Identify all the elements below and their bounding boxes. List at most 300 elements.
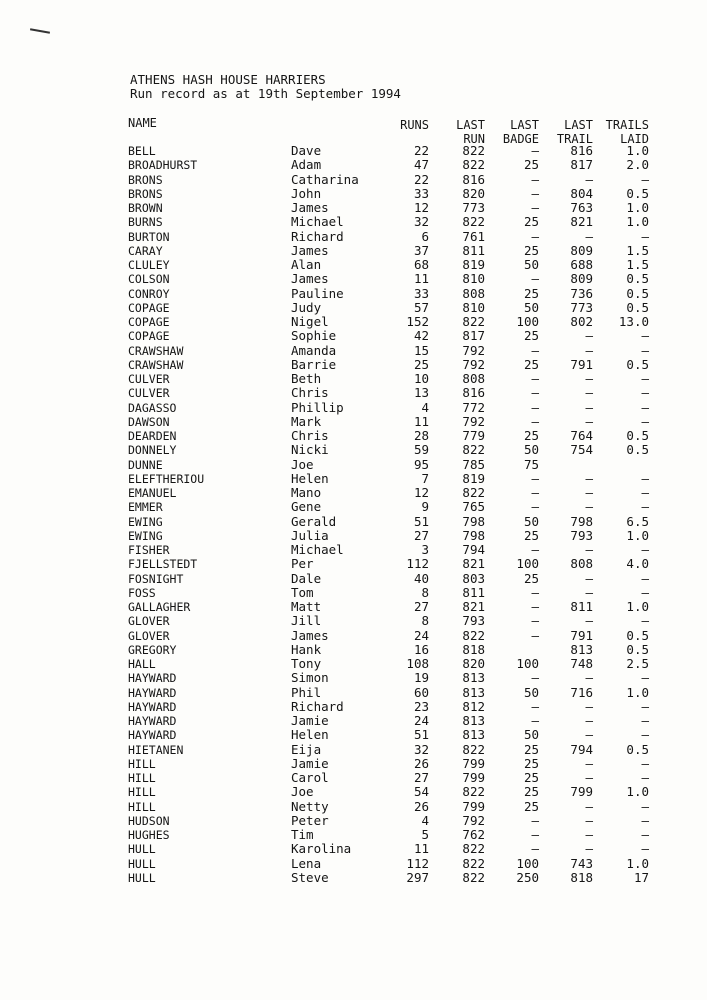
last-run-cell: 820 [462, 656, 485, 671]
last-trail-cell: 688 [570, 257, 593, 272]
first-name-cell: Steve [291, 869, 329, 885]
last-trail-cell: – [585, 542, 593, 557]
last-trail-cell: – [585, 827, 593, 842]
trails-laid-cell: 1.0 [626, 200, 649, 215]
last-trail-cell: – [585, 812, 593, 828]
last-badge-cell: – [531, 399, 539, 415]
first-name-cell: Richard [291, 228, 344, 244]
first-name-cell: Amanda [291, 342, 337, 358]
surname-cell: HILL [128, 771, 156, 785]
runs-cell: 57 [413, 299, 429, 315]
table-row [0, 358, 707, 372]
runs-cell: 32 [413, 214, 429, 230]
surname-cell: FOSNIGHT [128, 571, 184, 586]
last-trail-cell: – [585, 713, 593, 728]
surname-cell: GLOVER [128, 614, 170, 629]
trails-laid-cell: 0.5 [626, 271, 649, 287]
table-row [0, 828, 707, 842]
last-run-cell: 822 [462, 741, 485, 757]
last-run-cell: 819 [462, 257, 485, 272]
table-row [0, 401, 707, 415]
runs-cell: 12 [413, 200, 429, 215]
trails-laid-cell: – [641, 485, 649, 500]
trails-laid-cell: 0.5 [626, 299, 649, 315]
surname-cell: EWING [128, 514, 163, 529]
first-name-cell: Dave [291, 143, 322, 158]
table-row [0, 515, 707, 529]
last-run-cell: 816 [462, 171, 485, 187]
first-name-cell: James [291, 242, 329, 258]
last-run-cell: 798 [462, 513, 485, 529]
trails-laid-cell: 1.0 [626, 599, 649, 614]
surname-cell: HULL [128, 842, 156, 857]
last-badge-cell: 100 [516, 314, 539, 329]
first-name-cell: Mark [291, 413, 322, 429]
table-row [0, 529, 707, 543]
last-trail-cell: 794 [570, 741, 593, 757]
last-trail-cell: – [585, 328, 593, 344]
last-run-cell: 816 [462, 385, 485, 401]
surname-cell: BURTON [128, 229, 170, 244]
last-badge-cell: – [531, 713, 539, 728]
last-run-cell: 810 [462, 299, 485, 315]
last-badge-cell: – [531, 670, 539, 686]
runs-cell: 24 [413, 627, 429, 643]
last-trail-cell: 763 [570, 200, 593, 215]
trails-laid-cell: – [641, 399, 649, 415]
last-run-cell: 799 [462, 755, 485, 771]
surname-cell: COPAGE [128, 300, 170, 315]
last-run-cell: 822 [462, 314, 485, 329]
last-badge-cell: 100 [516, 855, 539, 871]
table-row [0, 329, 707, 343]
last-run-cell: 793 [462, 613, 485, 629]
runs-cell: 3 [421, 542, 429, 557]
runs-cell: 28 [413, 428, 429, 443]
last-run-cell: 821 [462, 599, 485, 614]
table-row [0, 785, 707, 799]
runs-cell: 33 [413, 185, 429, 201]
last-run-cell: 822 [462, 157, 485, 173]
first-name-cell: Jamie [291, 713, 329, 728]
column-header-trails-laid: TRAILS LAID [605, 118, 649, 146]
last-badge-cell: – [531, 271, 539, 287]
surname-cell: ELEFTHERIOU [128, 471, 205, 486]
trails-laid-cell: – [641, 812, 649, 828]
last-trail-cell: – [585, 399, 593, 415]
trails-laid-cell: – [641, 499, 649, 515]
table-row [0, 230, 707, 244]
first-name-cell: Barrie [291, 356, 337, 372]
last-run-cell: 812 [462, 698, 485, 714]
first-name-cell: James [291, 627, 329, 643]
trails-laid-cell: – [641, 328, 649, 344]
table-row [0, 415, 707, 429]
trails-laid-cell: – [641, 228, 649, 244]
last-badge-cell: – [531, 385, 539, 401]
last-trail-cell: 816 [570, 143, 593, 158]
last-trail-cell: 811 [570, 599, 593, 614]
last-trail-cell: – [585, 798, 593, 814]
last-run-cell: 813 [462, 684, 485, 700]
surname-cell: CULVER [128, 386, 170, 401]
trails-laid-cell: 2.5 [626, 656, 649, 671]
table-row [0, 586, 707, 600]
last-run-cell: 808 [462, 371, 485, 386]
first-name-cell: Jill [291, 613, 322, 629]
table-row [0, 372, 707, 386]
trails-laid-cell: – [641, 470, 649, 486]
last-run-cell: 773 [462, 200, 485, 215]
last-badge-cell: 75 [523, 456, 539, 472]
first-name-cell: Karolina [291, 841, 352, 857]
last-run-cell: 803 [462, 570, 485, 586]
runs-cell: 22 [413, 143, 429, 158]
runs-cell: 27 [413, 527, 429, 543]
trails-laid-cell: – [641, 727, 649, 743]
surname-cell: DAWSON [128, 414, 170, 429]
first-name-cell: Mano [291, 485, 322, 500]
surname-cell: GALLAGHER [128, 600, 191, 614]
last-badge-cell: – [531, 698, 539, 714]
table-row [0, 572, 707, 586]
trails-laid-cell: 13.0 [618, 314, 649, 329]
first-name-cell: Chris [291, 385, 329, 401]
last-badge-cell: 50 [523, 442, 539, 458]
last-run-cell: 813 [462, 670, 485, 686]
trails-laid-cell: – [641, 698, 649, 714]
runs-cell: 108 [406, 656, 429, 671]
runs-cell: 33 [413, 285, 429, 301]
last-badge-cell: – [531, 627, 539, 643]
surname-cell: BROWN [128, 201, 163, 215]
trails-laid-cell: 4.0 [626, 556, 649, 572]
surname-cell: BRONS [128, 186, 163, 201]
last-trail-cell: – [585, 499, 593, 515]
first-name-cell: Helen [291, 727, 329, 743]
last-badge-cell: – [531, 371, 539, 386]
last-run-cell: 792 [462, 356, 485, 372]
trails-laid-cell: – [641, 342, 649, 358]
first-name-cell: Alan [291, 257, 322, 272]
last-trail-cell: – [585, 228, 593, 244]
trails-laid-cell: 1.0 [626, 855, 649, 871]
surname-cell: EWING [128, 528, 163, 543]
last-run-cell: 785 [462, 456, 485, 472]
last-run-cell: 821 [462, 556, 485, 572]
table-row [0, 657, 707, 671]
runs-cell: 54 [413, 784, 429, 800]
trails-laid-cell: 0.5 [626, 641, 649, 657]
last-badge-cell: – [531, 613, 539, 629]
surname-cell: FISHER [128, 543, 170, 557]
surname-cell: CONROY [128, 286, 170, 301]
table-row [0, 686, 707, 700]
last-run-cell: 822 [462, 214, 485, 230]
last-trail-cell: 808 [570, 556, 593, 572]
last-run-cell: 811 [462, 242, 485, 258]
last-run-cell: 792 [462, 342, 485, 358]
table-row [0, 543, 707, 557]
last-badge-cell: – [531, 827, 539, 842]
last-trail-cell: – [585, 755, 593, 771]
first-name-cell: Julia [291, 527, 329, 543]
last-trail-cell: 793 [570, 527, 593, 543]
first-name-cell: Chris [291, 428, 329, 443]
last-trail-cell: 791 [570, 627, 593, 643]
surname-cell: BRONS [128, 172, 163, 187]
trails-laid-cell: 0.5 [626, 185, 649, 201]
first-name-cell: Per [291, 556, 314, 572]
last-run-cell: 799 [462, 798, 485, 814]
first-name-cell: Simon [291, 670, 329, 686]
trails-laid-cell: – [641, 827, 649, 842]
table-row [0, 244, 707, 258]
trails-laid-cell: – [641, 570, 649, 586]
last-run-cell: 822 [462, 855, 485, 871]
last-badge-cell: 25 [523, 356, 539, 372]
table-row [0, 743, 707, 757]
trails-laid-cell: – [641, 171, 649, 187]
last-run-cell: 762 [462, 827, 485, 842]
first-name-cell: Phil [291, 684, 322, 700]
last-trail-cell: 809 [570, 242, 593, 258]
last-trail-cell: 773 [570, 299, 593, 315]
runs-cell: 27 [413, 599, 429, 614]
document-subtitle: Run record as at 19th September 1994 [130, 86, 401, 101]
last-badge-cell: 50 [523, 257, 539, 272]
table-row [0, 429, 707, 443]
pen-mark [30, 28, 50, 33]
last-trail-cell: – [585, 371, 593, 386]
trails-laid-cell: 0.5 [626, 741, 649, 757]
surname-cell: HILL [128, 799, 156, 814]
last-trail-cell: – [585, 570, 593, 586]
runs-cell: 47 [413, 157, 429, 173]
surname-cell: CRAWSHAW [128, 357, 184, 372]
last-badge-cell: – [531, 470, 539, 486]
column-header-name: NAME [128, 116, 157, 130]
last-badge-cell: 50 [523, 513, 539, 529]
runs-cell: 24 [413, 713, 429, 728]
table-row [0, 643, 707, 657]
table-row [0, 857, 707, 871]
runs-cell: 27 [413, 770, 429, 785]
last-trail-cell: – [585, 670, 593, 686]
runs-cell: 15 [413, 342, 429, 358]
last-badge-cell: – [531, 542, 539, 557]
last-badge-cell: – [531, 584, 539, 600]
runs-cell: 11 [413, 413, 429, 429]
surname-cell: CULVER [128, 372, 170, 386]
surname-cell: CRAWSHAW [128, 343, 184, 358]
runs-cell: 8 [421, 613, 429, 629]
first-name-cell: Eija [291, 741, 322, 757]
first-name-cell: Nicki [291, 442, 329, 458]
surname-cell: HULL [128, 856, 156, 871]
last-badge-cell: 25 [523, 527, 539, 543]
trails-laid-cell: – [641, 670, 649, 686]
surname-cell: GLOVER [128, 628, 170, 643]
table-row [0, 344, 707, 358]
last-badge-cell: 25 [523, 285, 539, 301]
last-trail-cell: 821 [570, 214, 593, 230]
surname-cell: HAYWARD [128, 685, 177, 700]
runs-cell: 4 [421, 399, 429, 415]
trails-laid-cell: 1.5 [626, 257, 649, 272]
table-row [0, 201, 707, 215]
runs-cell: 4 [421, 812, 429, 828]
runs-cell: 16 [413, 641, 429, 657]
last-badge-cell: 100 [516, 656, 539, 671]
first-name-cell: Netty [291, 798, 329, 814]
surname-cell: DAGASSO [128, 400, 177, 415]
trails-laid-cell: 1.0 [626, 214, 649, 230]
trails-laid-cell: 1.0 [626, 143, 649, 158]
first-name-cell: Gene [291, 499, 322, 515]
last-badge-cell: 25 [523, 770, 539, 785]
table-row [0, 158, 707, 172]
trails-laid-cell: 1.0 [626, 684, 649, 700]
last-badge-cell: 25 [523, 214, 539, 230]
trails-laid-cell: 0.5 [626, 285, 649, 301]
trails-laid-cell: 0.5 [626, 442, 649, 458]
surname-cell: HAYWARD [128, 714, 177, 728]
last-trail-cell: 818 [570, 869, 593, 885]
last-badge-cell: 100 [516, 556, 539, 572]
runs-cell: 26 [413, 798, 429, 814]
last-badge-cell: 50 [523, 684, 539, 700]
last-run-cell: 798 [462, 527, 485, 543]
table-row [0, 301, 707, 315]
trails-laid-cell: – [641, 841, 649, 857]
last-run-cell: 772 [462, 399, 485, 415]
last-trail-cell: – [585, 385, 593, 401]
table-row [0, 614, 707, 628]
last-run-cell: 818 [462, 641, 485, 657]
surname-cell: EMANUEL [128, 486, 177, 500]
last-badge-cell: – [531, 499, 539, 515]
first-name-cell: Tony [291, 656, 322, 671]
runs-cell: 13 [413, 385, 429, 401]
table-row [0, 258, 707, 272]
last-badge-cell: – [531, 200, 539, 215]
first-name-cell: Nigel [291, 314, 329, 329]
last-trail-cell: 716 [570, 684, 593, 700]
table-row [0, 728, 707, 742]
trails-laid-cell: 2.0 [626, 157, 649, 173]
first-name-cell: Carol [291, 770, 329, 785]
last-trail-cell: 754 [570, 442, 593, 458]
last-trail-cell: – [585, 727, 593, 743]
surname-cell: COPAGE [128, 329, 170, 344]
surname-cell: BROADHURST [128, 158, 198, 173]
first-name-cell: Adam [291, 157, 322, 173]
last-badge-cell: – [531, 841, 539, 857]
last-run-cell: 799 [462, 770, 485, 785]
last-trail-cell: – [585, 485, 593, 500]
runs-cell: 6 [421, 228, 429, 244]
last-trail-cell: – [585, 841, 593, 857]
last-run-cell: 811 [462, 584, 485, 600]
first-name-cell: Beth [291, 371, 322, 386]
table-row [0, 215, 707, 229]
trails-laid-cell: 1.0 [626, 527, 649, 543]
first-name-cell: Richard [291, 698, 344, 714]
first-name-cell: Matt [291, 599, 322, 614]
last-run-cell: 817 [462, 328, 485, 344]
trails-laid-cell: – [641, 584, 649, 600]
surname-cell: HILL [128, 756, 156, 771]
table-row [0, 144, 707, 158]
first-name-cell: Michael [291, 214, 344, 230]
trails-laid-cell: – [641, 713, 649, 728]
trails-laid-cell: 6.5 [626, 513, 649, 529]
last-run-cell: 822 [462, 442, 485, 458]
last-run-cell: 779 [462, 428, 485, 443]
runs-cell: 11 [413, 271, 429, 287]
runs-cell: 95 [413, 456, 429, 472]
runs-cell: 12 [413, 485, 429, 500]
last-trail-cell: – [585, 613, 593, 629]
table-row [0, 842, 707, 856]
last-badge-cell: – [531, 185, 539, 201]
trails-laid-cell: 1.0 [626, 784, 649, 800]
first-name-cell: Helen [291, 470, 329, 486]
last-badge-cell: 50 [523, 727, 539, 743]
runs-cell: 51 [413, 513, 429, 529]
table-row [0, 671, 707, 685]
last-badge-cell: 25 [523, 328, 539, 344]
last-trail-cell: – [585, 470, 593, 486]
last-run-cell: 822 [462, 485, 485, 500]
surname-cell: HULL [128, 870, 156, 885]
runs-cell: 37 [413, 242, 429, 258]
surname-cell: DEARDEN [128, 429, 177, 443]
first-name-cell: Catharina [291, 171, 359, 187]
table-row [0, 714, 707, 728]
last-run-cell: 765 [462, 499, 485, 515]
runs-cell: 297 [406, 869, 429, 885]
last-badge-cell: – [531, 171, 539, 187]
last-trail-cell: – [585, 698, 593, 714]
table-row [0, 629, 707, 643]
last-run-cell: 820 [462, 185, 485, 201]
trails-laid-cell: – [641, 798, 649, 814]
first-name-cell: Tom [291, 584, 314, 600]
surname-cell: HAYWARD [128, 699, 177, 714]
trails-laid-cell: – [641, 385, 649, 401]
trails-laid-cell: – [641, 371, 649, 386]
table-row [0, 287, 707, 301]
last-trail-cell: 813 [570, 641, 593, 657]
table-row [0, 272, 707, 286]
last-trail-cell: 804 [570, 185, 593, 201]
surname-cell: COLSON [128, 272, 170, 287]
surname-cell: HIETANEN [128, 742, 184, 757]
trails-laid-cell: – [641, 413, 649, 429]
trails-laid-cell: – [641, 755, 649, 771]
last-trail-cell: – [585, 584, 593, 600]
last-badge-cell: – [531, 342, 539, 358]
trails-laid-cell: 1.5 [626, 242, 649, 258]
last-run-cell: 792 [462, 812, 485, 828]
last-badge-cell: 25 [523, 570, 539, 586]
last-run-cell: 808 [462, 285, 485, 301]
first-name-cell: Phillip [291, 399, 344, 415]
runs-cell: 152 [406, 314, 429, 329]
runs-cell: 32 [413, 741, 429, 757]
